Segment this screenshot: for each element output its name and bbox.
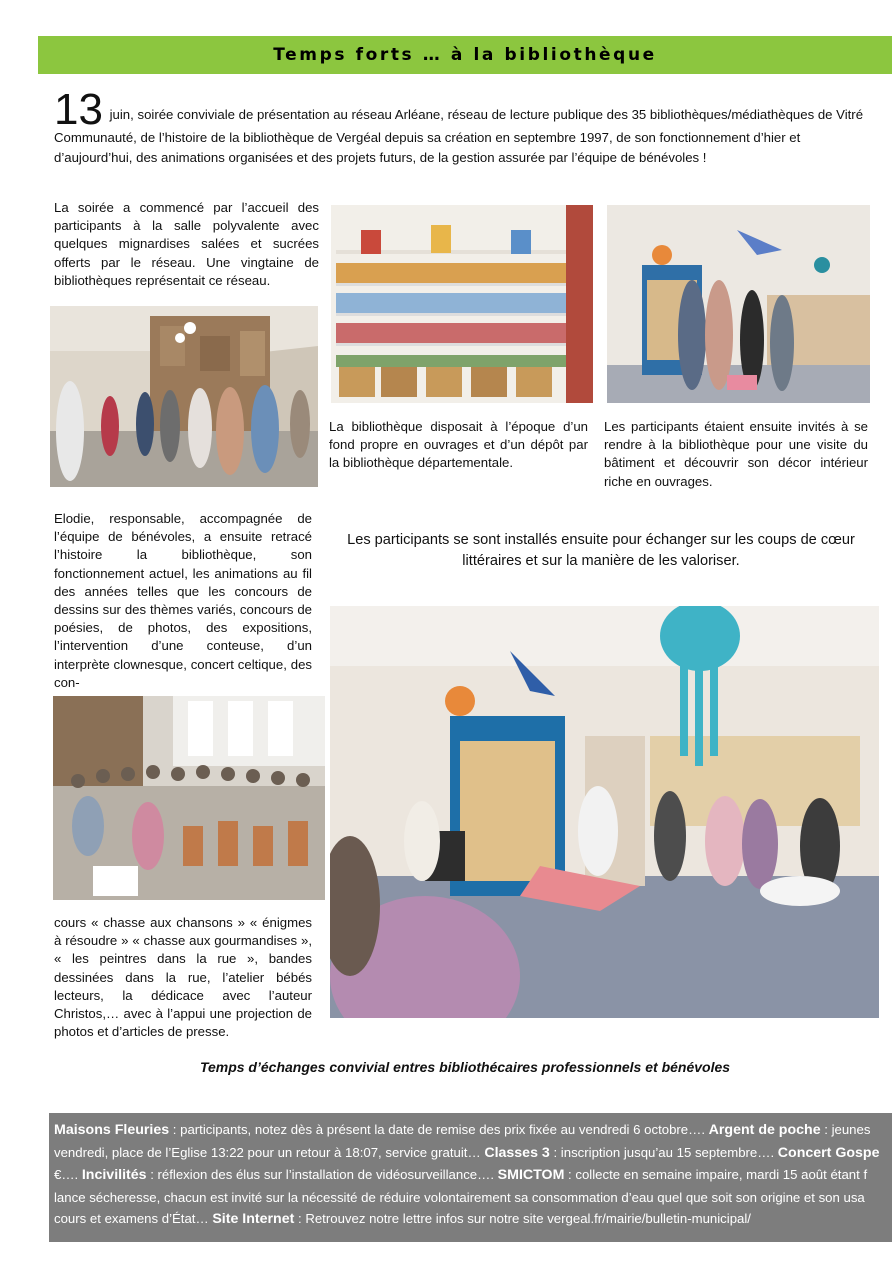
info-label: Concert Gospe <box>777 1144 880 1161</box>
caption-visit: Les participants étaient ensuite invités à se rendre à la bibliothèque pour une visite du bâtiment et découvrir son décor intérieur riche en ouvrages. <box>604 419 868 489</box>
info-line <box>54 1187 892 1209</box>
intro-text: juin, soirée conviviale de présentation au réseau Arléane, réseau de lecture publique des 35 bibliothèques/médiathèques de Vitré Communauté, de l’histoire de la bibliothèque de Vergéal depuis sa création en septembre 1997, de son fonctionnement d’hier et d’aujourd’hui, des animations organisées et des projets futurs, de la gestion assurée par l’équipe de bénévoles ! <box>54 107 864 165</box>
photo-exchange-circle <box>330 606 879 1018</box>
photo-legend: Temps d’échanges convivial entres bibliothécaires professionnels et bénévoles <box>199 1059 731 1075</box>
welcome-paragraph: La soirée a commencé par l’accueil des participants à la salle polyvalente avec quelques mignardises salées et sucrées offerts par le réseau. Une vingtaine de bibliothèques représentait ce réseau. <box>54 200 319 288</box>
intro-dropcap: 13 <box>54 85 103 134</box>
info-text: vendredi, place de l’Eglise 13:22 pour un retour à 18:07, service gratuit… <box>54 1144 485 1160</box>
intro-paragraph <box>54 85 866 168</box>
caption-exchange: Les participants se sont installés ensuite pour échanger sur les coups de cœur littéraires et sur la manière de les valoriser. <box>347 532 855 569</box>
photo-library-shelves <box>331 205 593 403</box>
info-label: SMICTOM <box>497 1167 565 1184</box>
info-text: : Retrouvez notre lettre infos sur notre site vergeal.fr/mairie/bulletin-municipal/ <box>294 1211 751 1227</box>
photo-projection-audience <box>53 696 325 900</box>
info-text: : participants, notez dès à présent la date de remise des prix fixée au vendredi 6 octobre…. <box>169 1122 709 1137</box>
info-text: : réflexion des élus sur l’installation de vidéosurveillance…. <box>146 1167 498 1183</box>
info-label: Argent de poche <box>708 1122 821 1138</box>
photo-library-visit <box>607 205 870 403</box>
news-infobox <box>49 1113 892 1242</box>
info-label: Classes 3 <box>484 1144 550 1161</box>
banner-title: Temps forts … à la bibliothèque <box>273 45 657 65</box>
info-text: lance sécheresse, chacun est invité sur la nécessité de réduire volontairement sa consommation d’eau quel que soit son origine et son usa <box>54 1189 865 1205</box>
info-label: Incivilités <box>81 1167 147 1184</box>
info-line <box>54 1164 892 1187</box>
info-text: : jeunes <box>820 1122 871 1137</box>
info-text: €…. <box>54 1167 82 1183</box>
info-line <box>54 1142 892 1165</box>
info-text: : collecte en semaine impaire, mardi 15 août étant f <box>564 1167 868 1183</box>
info-label: Maisons Fleuries <box>54 1122 170 1138</box>
info-text: : inscription jusqu’au 15 septembre…. <box>549 1144 778 1160</box>
info-line <box>54 1119 892 1142</box>
section-banner <box>38 36 892 74</box>
caption-shelves: La bibliothèque disposait à l’époque d’un fond propre en ouvrages et d’un dépôt par la bibliothèque départementale. <box>329 419 588 471</box>
info-line <box>54 1208 892 1231</box>
photo-reception-hall <box>50 306 318 487</box>
activities-paragraph: cours « chasse aux chansons » « énigmes à résoudre » « chasse aux gourmandises », « les peintres dans la rue », bandes dessinées dans la rue, l’atelier bébés lecteurs, la dédicace avec l’auteur Christos,… avec à l’appui une projection de photos et d’articles de presse. <box>54 915 312 1040</box>
info-text: cours et examens d’État… <box>54 1211 213 1227</box>
history-paragraph: Elodie, responsable, accompagnée de l’équipe de bénévoles, a ensuite retracé l’histoire la bibliothèque, son fonctionnement actuel, les animations au fil des années telles que les concours de dessins sur des thèmes variés, concours de poésies, de photos, des expositions, l’intervention d’une conteuse, d’un interprète clownesque, concert celtique, des con- <box>54 511 312 690</box>
info-label: Site Internet <box>212 1211 295 1228</box>
